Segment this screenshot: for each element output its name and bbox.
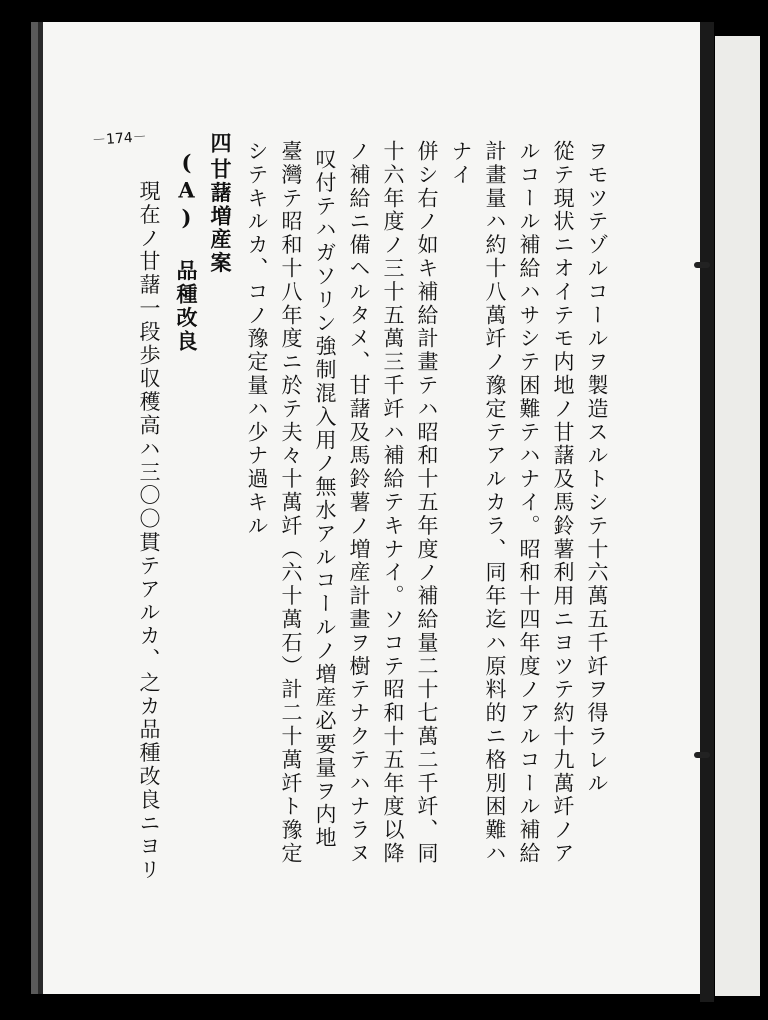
text-column-9: 叹付テハガソリン強制混入用ノ無水アルコールノ増産必要量ヲ内地 [313,148,337,850]
text-column-5: ナイ [449,140,473,187]
text-column-7: 十六年度ノ三十五萬三千竏ハ補給テキナイ。ソコテ昭和十五年度以降 [381,140,405,866]
text-column-10: 臺灣テ昭和十八年度ニ於テ夫々十萬竏（六十萬石）計二十萬竏ト豫定 [279,140,303,866]
binding-clip-mark [694,752,710,758]
page-number: －174－ [91,129,148,149]
adjacent-page-edge [715,36,760,996]
page-divider [700,22,714,1002]
text-column-11: シテキルカ、コノ豫定量ハ少ナ過キル [245,140,269,538]
subsection-heading: (A) 品種改良 [174,150,199,354]
text-column-6: 併シ右ノ如キ補給計畫テハ昭和十五年度ノ補給量二十七萬二千竏、同 [415,140,439,866]
text-column-2: 從テ現状ニオイテモ内地ノ甘藷及馬鈴薯利用ニヨツテ約十九萬竏ノア [551,140,575,866]
text-column-3: ルコール補給ハサシテ困難テハナイ。昭和十四年度ノアルコール補給 [517,140,541,866]
text-column-8: ノ補給ニ備ヘルタメ、甘藷及馬鈴薯ノ増産計畫ヲ樹テナクテハナラヌ [347,140,371,866]
text-column-1: ヲモツテゾルコールヲ製造スルトシテ十六萬五千竏ヲ得ラレル [585,140,609,796]
text-column-15: 現在ノ甘藷一段歩収穫高ハ三〇〇貫テアルカ、之カ品種改良ニヨリ [137,180,161,882]
text-column-4: 計畫量ハ約十八萬竏ノ豫定テアルカラ、同年迄ハ原料的ニ格別困難ハ [483,140,507,866]
binding-clip-mark [694,262,710,268]
section-heading: 甘藷増産案 [208,158,233,275]
section-number: 四 [208,132,233,156]
